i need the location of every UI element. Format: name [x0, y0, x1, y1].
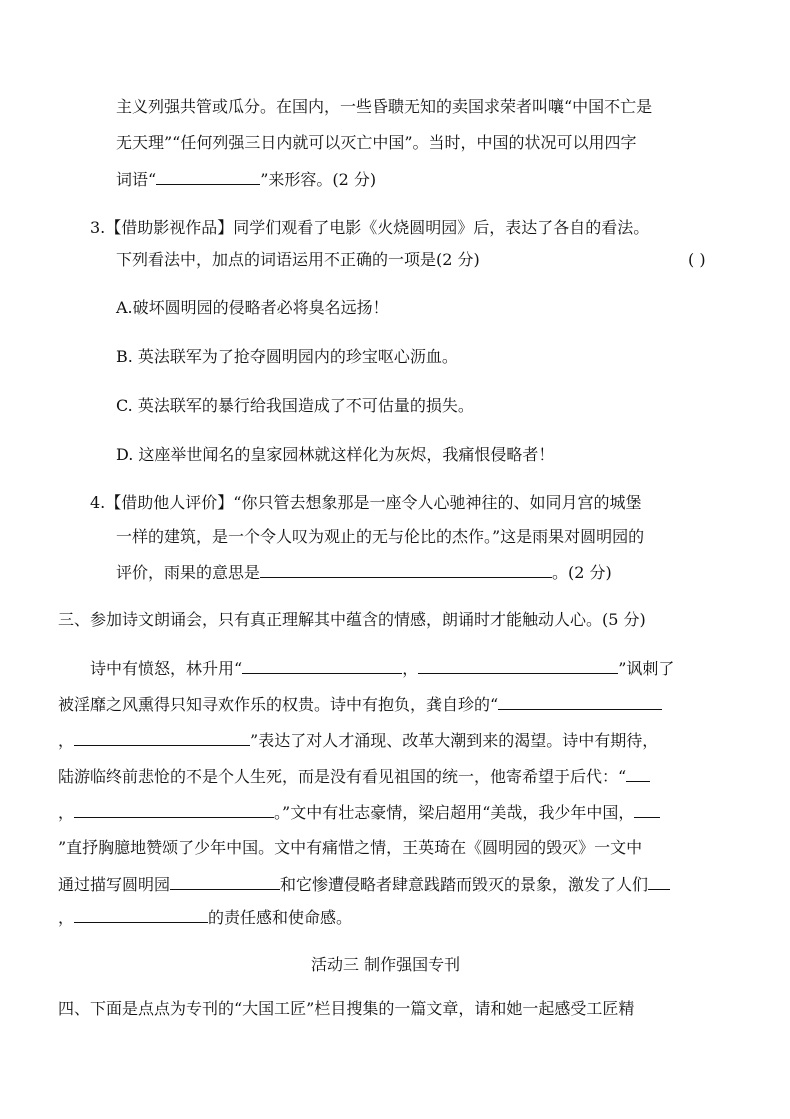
text-line	[116, 561, 612, 583]
activity-title: 活动三 制作强国专刊	[311, 955, 461, 974]
text-line	[58, 801, 660, 823]
question-3-stem: 3.【借助影视作品】同学们观看了电影《火烧圆明园》后，表达了各自的看法。	[90, 218, 650, 237]
section-4-heading: 四、下面是点点为专刊的“大国工匠”栏目搜集的一篇文章，请和她一起感受工匠精	[58, 999, 635, 1018]
text-segment: ，	[58, 731, 75, 750]
text-line	[90, 657, 674, 679]
text-line: 无天理”“任何列强三日内就可以灭亡中国”。当时，中国的状况可以用四字	[116, 133, 637, 152]
blank-field[interactable]	[242, 657, 402, 674]
text-line	[58, 906, 352, 928]
text-line: 主义列强共管或瓜分。在国内，一些昏聩无知的卖国求荣者叫嚷“中国不亡是	[116, 97, 653, 116]
text-segment: ”讽刺了	[618, 659, 675, 678]
blank-field[interactable]	[74, 801, 274, 818]
question-4-stem: 4.【借助他人评价】“你只管去想象那是一座令人心驰神往的、如同月宫的城堡	[90, 493, 642, 512]
text-segment: 。(2 分)	[552, 563, 612, 582]
blank-field[interactable]	[634, 801, 660, 818]
text-line	[58, 765, 650, 787]
text-line	[58, 729, 658, 751]
blank-field[interactable]	[418, 657, 618, 674]
text-segment: 陆游临终前悲怆的不是个人生死，而是没有看见祖国的统一，他寄希望于后代：“	[58, 767, 627, 786]
blank-field[interactable]	[74, 729, 250, 746]
blank-field[interactable]	[498, 693, 662, 710]
text-segment: 评价，雨果的意思是	[116, 563, 261, 582]
option-b: B. 英法联军为了抢夺圆明园内的珍宝呕心沥血。	[116, 347, 458, 366]
text-segment: 词语“	[116, 170, 157, 189]
text-line: ”直抒胸臆地赞颂了少年中国。文中有痛惜之情，王英琦在《圆明园的毁灭》一文中	[58, 838, 643, 857]
blank-field[interactable]	[74, 906, 208, 923]
section-3-heading: 三、参加诗文朗诵会，只有真正理解其中蕴含的情感，朗诵时才能触动人心。(5 分)	[58, 610, 646, 629]
option-a: A.破坏圆明园的侵略者必将臭名远扬！	[116, 298, 389, 317]
option-c: C. 英法联军的暴行给我国造成了不可估量的损失。	[116, 396, 474, 415]
blank-field[interactable]	[648, 873, 670, 890]
text-segment: 诗中有愤怒，林升用“	[90, 659, 243, 678]
text-segment: ”来形容。(2 分)	[260, 170, 377, 189]
question-3-stem-2: 下列看法中，加点的词语运用不正确的一项是(2 分)	[116, 250, 480, 269]
blank-field[interactable]	[260, 561, 552, 578]
blank-field[interactable]	[626, 765, 650, 782]
text-line	[116, 168, 376, 190]
text-segment: ，	[58, 908, 75, 927]
text-segment: ，	[58, 803, 75, 822]
text-line: 一样的建筑，是一个令人叹为观止的无与伦比的杰作。”这是雨果对圆明园的	[116, 527, 645, 546]
blank-field[interactable]	[170, 873, 280, 890]
text-segment: ”表达了对人才涌现、改革大潮到来的渴望。诗中有期待，	[250, 731, 659, 750]
text-segment: ，	[402, 659, 419, 678]
text-segment: 被淫靡之风熏得只知寻欢作乐的权贵。诗中有抱负，龚自珍的“	[58, 695, 499, 714]
text-line	[58, 873, 670, 895]
text-segment: 和它惨遭侵略者肆意践踏而毁灭的景象，激发了人们	[280, 875, 649, 894]
text-segment: 。”文中有壮志豪情，梁启超用“美哉，我少年中国，	[274, 803, 635, 822]
answer-paren[interactable]: ( )	[688, 250, 706, 269]
option-d: D. 这座举世闻名的皇家园林就这样化为灰烬，我痛恨侵略者！	[116, 445, 555, 464]
text-line	[58, 693, 662, 715]
blank-field[interactable]	[156, 168, 260, 185]
text-segment: 的责任感和使命感。	[208, 908, 353, 927]
text-segment: 通过描写圆明园	[58, 875, 171, 894]
